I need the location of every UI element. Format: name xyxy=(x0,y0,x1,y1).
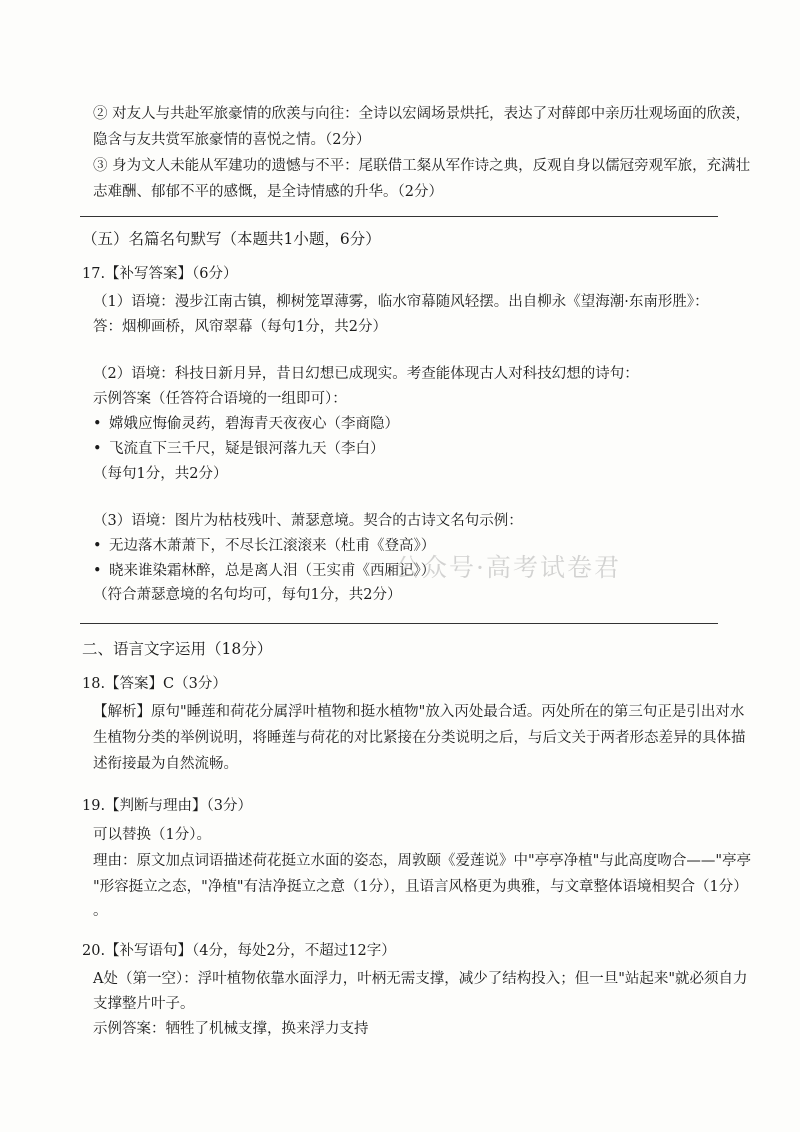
q17-sub3-context: （3）语境：图片为枯枝残叶、萧瑟意境。契合的古诗文名句示例： xyxy=(93,513,523,529)
q19-reason-line-3: 。 xyxy=(93,903,108,919)
q17-sub2-bullet-2 xyxy=(93,439,385,459)
q18-analysis-line-3: 述衔接最为自然流畅。 xyxy=(93,756,238,772)
q17-sub1-answer: 答：烟柳画桥，风帘翠幕（每句1分，共2分） xyxy=(93,319,387,335)
bullet-text: 飞流直下三千尺，疑是银河落九天（李白） xyxy=(109,441,385,457)
q17-sub2-bullet-1 xyxy=(93,414,399,434)
q20-line-1: A处（第一空）：浮叶植物依靠水面浮力，叶柄无需支撑，减少了结构投入；但一旦"站起来"就必须自力 xyxy=(93,971,748,987)
answer-point-2-line-1: ② 对友人与共赴军旅豪情的欣羡与向往：全诗以宏阔场景烘托，表达了对薛郎中亲历壮观场面的欣羡， xyxy=(93,106,751,122)
section-divider xyxy=(80,623,718,624)
q17-sub2-context: （2）语境：科技日新月异，昔日幻想已成现实。考查能体现古人对科技幻想的诗句： xyxy=(93,366,639,382)
q18-analysis-line-2: 生植物分类的举例说明，将睡莲与荷花的对比紧接在分类说明之后，与后文关于两者形态差异的具体描 xyxy=(93,730,746,746)
q17-sub3-bullet-1 xyxy=(93,536,435,556)
section-title: 二、语言文字运用（18分） xyxy=(82,640,273,658)
q19-reason-line-1: 理由：原文加点词语描述荷花挺立水面的姿态，周敦颐《爱莲说》中"亭亭净植"与此高度吻合——"亭亭 xyxy=(93,853,752,869)
q19-reason-line-2: "形容挺立之态，"净植"有洁净挺立之意（1分），且语言风格更为典雅，与文章整体语境相契合（1分） xyxy=(93,879,748,895)
section-title: （五）名篇名句默写（本题共1小题，6分） xyxy=(82,230,381,248)
question-20-heading: 20.【补写语句】（4分，每处2分，不超过12字） xyxy=(82,943,396,959)
answer-point-2-line-2: 隐含与友共赏军旅豪情的喜悦之情。（2分） xyxy=(93,132,371,148)
q20-example-answer: 示例答案：牺牲了机械支撑，换来浮力支持 xyxy=(93,1021,369,1037)
q19-judgement: 可以替换（1分）。 xyxy=(93,827,211,843)
question-19-heading: 19.【判断与理由】（3分） xyxy=(82,798,253,814)
bullet-mark: • xyxy=(93,563,102,579)
answer-point-3-line-2: 志难酬、郁郁不平的感慨，是全诗情感的升华。（2分） xyxy=(93,184,443,200)
q17-sub2-score-note: （每句1分，共2分） xyxy=(93,466,228,482)
bullet-text: 无边落木萧萧下，不尽长江滚滚来（杜甫《登高》） xyxy=(109,538,436,554)
q20-line-2: 支撑整片叶子。 xyxy=(93,996,195,1012)
q17-sub3-bullet-2 xyxy=(93,561,435,581)
question-18-heading: 18.【答案】C（3分） xyxy=(82,676,227,692)
answer-point-3-line-1: ③ 身为文人未能从军建功的遗憾与不平：尾联借工粲从军作诗之典，反观自身以儒冠旁观军旅，充满壮 xyxy=(93,158,751,174)
bullet-mark: • xyxy=(93,416,102,432)
q17-sub2-example-label: 示例答案（任答符合语境的一组即可）： xyxy=(93,391,347,407)
q17-sub3-score-note: （符合萧瑟意境的名句均可，每句1分，共2分） xyxy=(93,587,402,603)
question-17-heading: 17.【补写答案】（6分） xyxy=(82,266,238,282)
q18-analysis-line-1: 【解析】原句"睡莲和荷花分属浮叶植物和挺水植物"放入丙处最合适。丙处所在的第三句正是引出对水 xyxy=(93,704,745,720)
section-divider xyxy=(80,216,718,217)
bullet-text: 晓来谁染霜林醉，总是离人泪（王实甫《西厢记》） xyxy=(109,563,436,579)
bullet-mark: • xyxy=(93,538,102,554)
watermark: 公众号·高考试卷君 xyxy=(395,553,621,582)
bullet-text: 嫦娥应悔偷灵药，碧海青天夜夜心（李商隐） xyxy=(109,416,399,432)
q17-sub1-context: （1）语境：漫步江南古镇，柳树笼罩薄雾，临水帘幕随风轻摆。出自柳永《望海潮·东南形胜》： xyxy=(93,294,709,310)
bullet-mark: • xyxy=(93,441,102,457)
